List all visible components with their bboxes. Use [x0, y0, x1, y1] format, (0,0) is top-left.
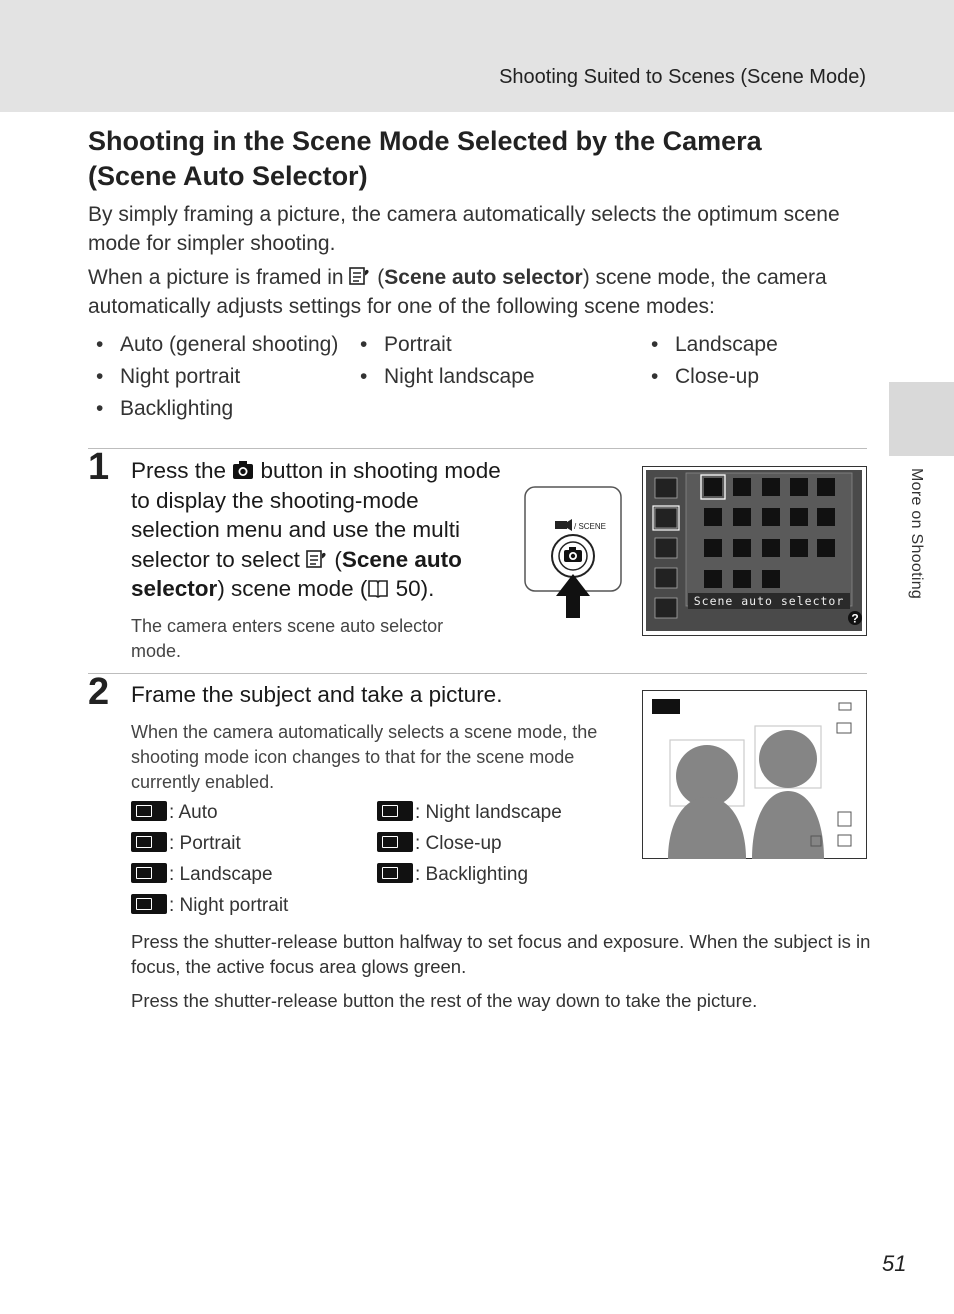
list-item: : Landscape [131, 863, 273, 886]
portrait-icon [131, 832, 167, 852]
camera-icon [232, 460, 254, 480]
side-tab-label: More on Shooting [908, 468, 925, 600]
list-item: • Backlighting [96, 397, 234, 420]
landscape-icon [131, 863, 167, 883]
shooting-mode-button-figure [524, 486, 624, 620]
night-landscape-icon [377, 801, 413, 821]
list-item: : Close-up [377, 832, 502, 855]
step-1-instruction: Press the button in shooting mode to display the shooting-mode selection menu and use the multi selector to select (Scene auto selector) scene mode ( 50). [131, 458, 501, 601]
divider [88, 448, 867, 449]
step-1-note: The camera enters scene auto selector mode. [131, 616, 444, 661]
title-line-2: (Scene Auto Selector) [88, 161, 368, 191]
list-item: • Night landscape [360, 365, 535, 388]
list-item: • Portrait [360, 333, 452, 356]
step-2-note: When the camera automatically selects a scene mode, the shooting mode icon changes to that for the scene mode currently enabled. [131, 722, 598, 792]
backlighting-icon [377, 863, 413, 883]
list-item: • Night portrait [96, 365, 241, 388]
page-title [88, 124, 848, 194]
viewfinder-screen [642, 690, 867, 859]
intro-p2-post: ) scene mode, the camera automatically adjusts settings for one of the following scene modes: [88, 266, 827, 318]
intro-p2-pre: When a picture is framed in [88, 266, 350, 289]
step-2-number: 2 [88, 671, 110, 713]
list-item: : Auto [131, 801, 218, 824]
book-reference-icon [367, 578, 389, 598]
scene-mode-icon-list [131, 801, 611, 925]
intro-paragraph-2: When a picture is framed in (Scene auto selector) scene mode, the camera automatically adjusts settings for one of the following scene modes: [88, 266, 827, 318]
title-line-1: Shooting in the Scene Mode Selected by the Camera [88, 126, 762, 156]
intro-p2-bold: Scene auto selector [384, 266, 583, 289]
scene-auto-icon [131, 801, 167, 821]
running-header: Shooting Suited to Scenes (Scene Mode) [499, 66, 866, 88]
scene-auto-icon [306, 549, 328, 569]
close-up-icon [377, 832, 413, 852]
list-item: : Night landscape [377, 801, 562, 824]
portrait-mode-icon [652, 699, 680, 714]
mode-button-label: / SCENE [574, 522, 607, 531]
side-tab [889, 382, 954, 456]
scene-auto-icon [349, 266, 371, 286]
page-number: 51 [882, 1251, 907, 1276]
list-item: • Auto (general shooting) [96, 333, 339, 356]
list-item: • Close-up [651, 365, 760, 388]
focus-paragraph: Press the shutter-release button halfway to set focus and exposure. When the subject is in focus, the active focus area glows green. [131, 931, 871, 977]
list-item: • Landscape [651, 333, 778, 356]
menu-caption: Scene auto selector [693, 594, 845, 608]
night-portrait-icon [131, 894, 167, 914]
list-item: : Backlighting [377, 863, 528, 886]
shutter-paragraph: Press the shutter-release button the rest of the way down to take the picture. [131, 990, 758, 1011]
shooting-mode-menu-screen [642, 466, 867, 636]
intro-paragraph-1: By simply framing a picture, the camera automatically selects the optimum scene mode for simpler shooting. [88, 203, 840, 255]
help-icon: ? [851, 611, 859, 626]
header-band [0, 0, 954, 112]
divider [88, 673, 867, 674]
step-1-number: 1 [88, 446, 110, 488]
list-item: : Night portrait [131, 894, 288, 917]
step-2-heading: Frame the subject and take a picture. [131, 682, 503, 707]
list-item: : Portrait [131, 832, 241, 855]
